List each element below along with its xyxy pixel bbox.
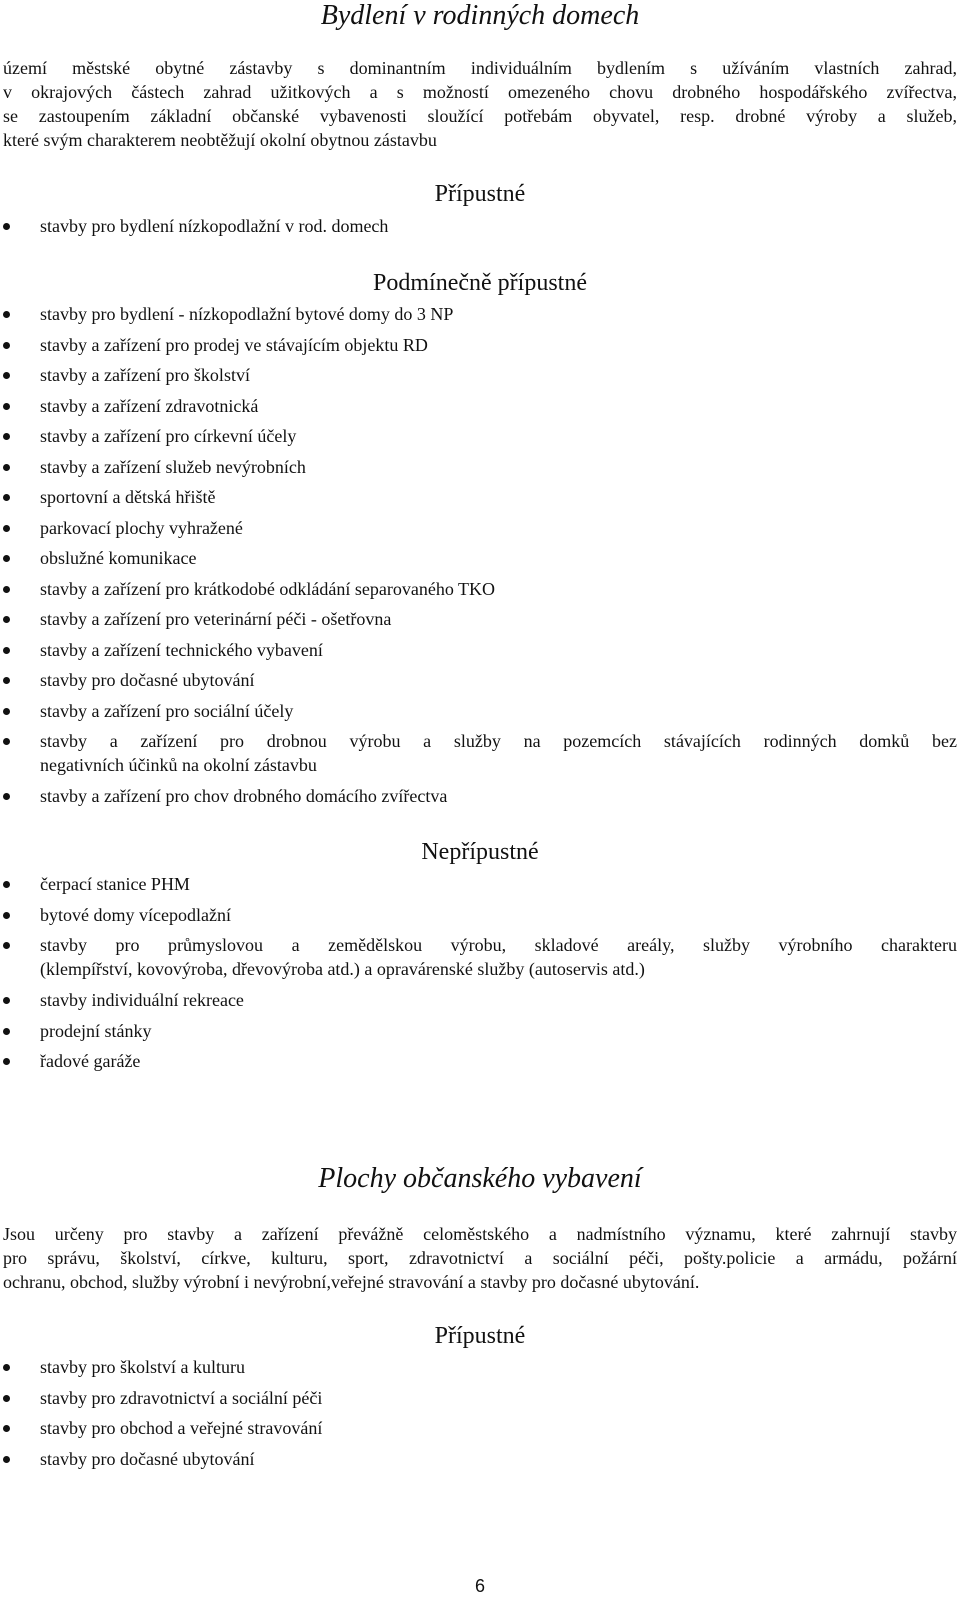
list-item: stavby pro obchod a veřejné stravování [0,1416,957,1440]
list-item: čerpací stanice PHM [0,872,957,896]
list-item: stavby pro dočasné ubytování [0,1447,957,1471]
section-intro-civic [3,1222,957,1294]
bullet-icon [3,997,10,1004]
list-item: stavby individuální rekreace [0,988,957,1012]
list-item: stavby a zařízení pro prodej ve stávajícím objektu RD [0,333,957,357]
bullet-icon [3,1028,10,1035]
list-item: stavby pro školství a kulturu [0,1355,957,1379]
page-number: 6 [474,1576,485,1596]
list-item: stavby a zařízení zdravotnická [0,394,957,418]
bullet-icon [3,525,10,532]
list-item: stavby a zařízení pro veterinární péči - ošetřovna [0,607,957,631]
bullet-icon [3,1425,10,1432]
bullet-icon [3,942,10,949]
intro-line: které svým charakterem neobtěžují okolní obytnou zástavbu [3,130,437,150]
bullet-icon [3,372,10,379]
bullet-icon [3,738,10,745]
list-item: stavby a zařízení pro sociální účely [0,699,957,723]
list-item: stavby a zařízení pro školství [0,363,957,387]
list-item: stavby pro zdravotnictví a sociální péči [0,1386,957,1410]
bullet-icon [3,464,10,471]
bullet-icon [3,616,10,623]
bullet-icon [3,494,10,501]
bullet-icon [3,1395,10,1402]
bullet-icon [3,881,10,888]
bullet-icon [3,223,10,230]
intro-line: v okrajových částech zahrad užitkových a s možností omezeného chovu drobného hospodářského zvířectva, [3,82,957,102]
list-permitted [0,214,957,238]
list-item: stavby pro průmyslovou a zemědělskou výrobu, skladové areály, služby výrobního charakteru (klempířství, kovovýroba, dřevovýroba atd.) a opravárenské služby (autoservis atd.) [0,933,957,981]
list-item: obslužné komunikace [0,546,957,570]
list-conditional [0,302,957,808]
bullet-icon [3,342,10,349]
list-item: stavby a zařízení pro chov drobného domácího zvířectva [0,784,957,808]
list-item: stavby a zařízení služeb nevýrobních [0,455,957,479]
intro-line: pro správu, školství, církve, kulturu, sport, zdravotnictví a sociální péči, pošty.policie a armádu, požární [3,1248,957,1268]
list-item: stavby a zařízení pro církevní účely [0,424,957,448]
list-item: stavby pro dočasné ubytování [0,668,957,692]
list-item: sportovní a dětská hřiště [0,485,957,509]
list-item: stavby a zařízení pro drobnou výrobu a služby na pozemcích stávajících rodinných domků bez negativních účinků na okolní zástavbu [0,729,957,777]
bullet-icon [3,586,10,593]
list-item: prodejní stánky [0,1019,957,1043]
section-title-housing: Bydlení v rodinných domech [320,0,640,31]
list-item: bytové domy vícepodlažní [0,903,957,927]
intro-line: se zastoupením základní občanské vybavenosti sloužící potřebám obyvatel, resp. drobné výroby a služeb, [3,106,957,126]
heading-conditional: Podmínečně přípustné [373,270,587,296]
bullet-icon [3,311,10,318]
list-item: stavby a zařízení pro krátkodobé odkládání separovaného TKO [0,577,957,601]
bullet-icon [3,555,10,562]
bullet-icon [3,1456,10,1463]
heading-permitted: Přípustné [434,181,526,207]
list-permitted-civic [0,1355,957,1471]
list-item: stavby pro bydlení - nízkopodlažní bytové domy do 3 NP [0,302,957,326]
bullet-icon [3,912,10,919]
heading-permitted-civic: Přípustné [434,1323,526,1349]
bullet-icon [3,1058,10,1065]
intro-line: území městské obytné zástavby s dominantním individuálním bydlením s užíváním vlastních zahrad, [3,58,957,78]
list-item: řadové garáže [0,1049,957,1073]
bullet-icon [3,677,10,684]
section-title-civic: Plochy občanského vybavení [318,1163,642,1194]
bullet-icon [3,708,10,715]
bullet-icon [3,433,10,440]
list-item: stavby pro bydlení nízkopodlažní v rod. domech [0,214,957,238]
intro-line: Jsou určeny pro stavby a zařízení převážně celoměstského a nadmístního významu, které zahrnují stavby [3,1224,957,1244]
heading-prohibited: Nepřípustné [421,839,539,865]
bullet-icon [3,403,10,410]
list-item: parkovací plochy vyhražené [0,516,957,540]
list-prohibited [0,872,957,1073]
bullet-icon [3,647,10,654]
bullet-icon [3,1364,10,1371]
list-item: stavby a zařízení technického vybavení [0,638,957,662]
intro-line: ochranu, obchod, služby výrobní i nevýrobní,veřejné stravování a stavby pro dočasné ubytování. [3,1272,700,1292]
bullet-icon [3,793,10,800]
section-intro-housing [3,56,957,152]
